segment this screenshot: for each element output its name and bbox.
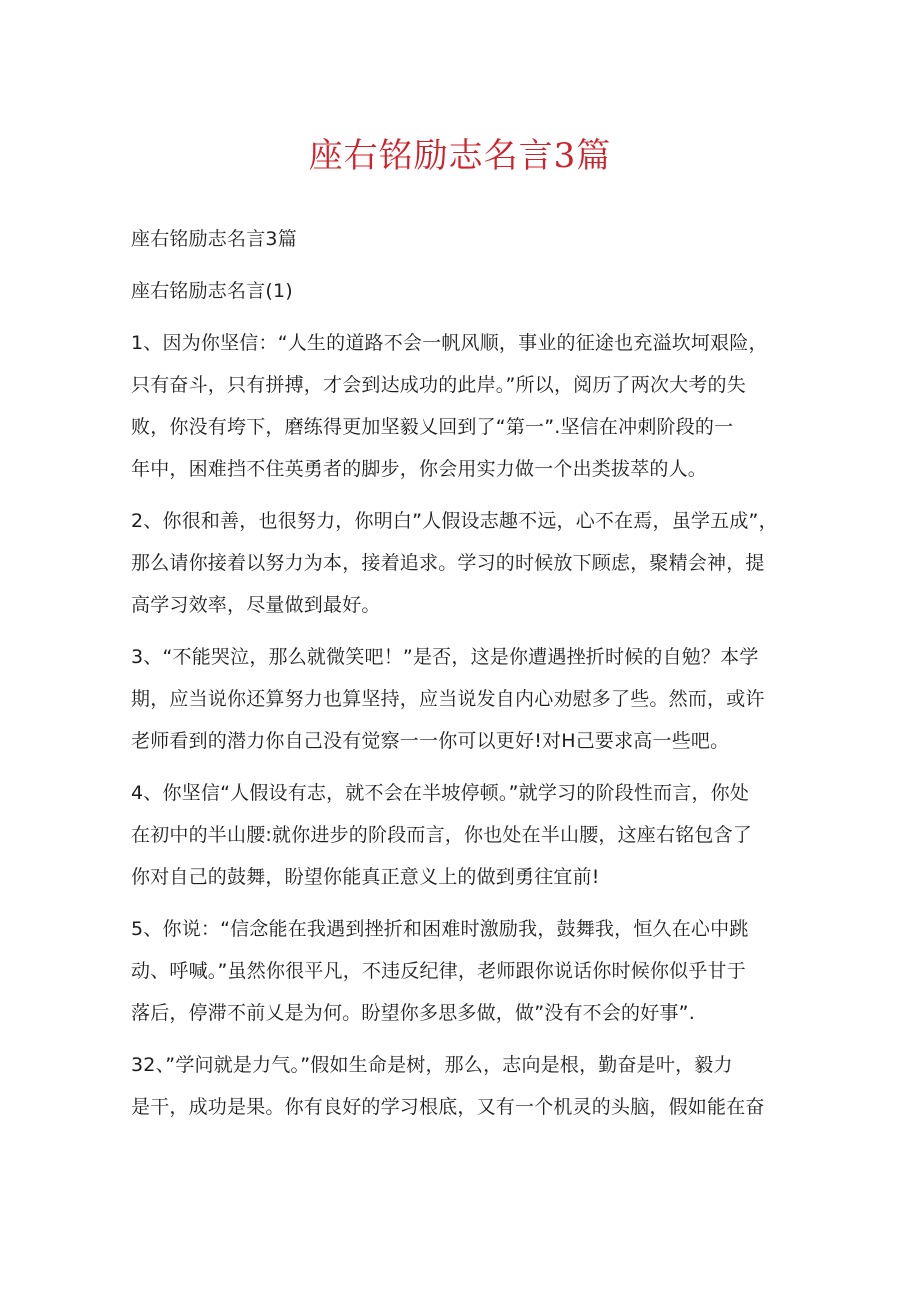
paragraph-line: 败，你没有垮下，磨练得更加坚毅乂回到了“第一”.坚信在冲刺阶段的一 xyxy=(131,416,734,438)
paragraph-32 xyxy=(131,1044,796,1128)
paragraph-line: 32、”学问就是力气。”假如生命是树，那么，志向是根，勤奋是叶，毅力 xyxy=(131,1054,733,1076)
paragraph-line: 3、“不能哭泣，那么就微笑吧！”是否，这是你遭遇挫折时候的自勉？本学 xyxy=(131,646,759,668)
document-title: 座右铭励志名言3篇 xyxy=(308,136,612,176)
paragraph-line: 在初中的半山腰:就你进步的阶段而言，你也处在半山腰，这座右铭包含了 xyxy=(131,824,753,846)
paragraph-line: 你对自己的鼓舞，盼望你能真正意义上的做到勇往宜前! xyxy=(131,866,600,888)
document-body xyxy=(131,218,796,1138)
paragraph-1 xyxy=(131,322,796,490)
paragraph-5 xyxy=(131,908,796,1034)
paragraph-line: 只有奋斗，只有拼搏，才会到达成功的此岸。”所以，阅历了两次大考的失 xyxy=(131,374,746,396)
paragraph-line: 4、你坚信“人假设有志，就不会在半坡停顿。”就学习的阶段性而言，你处 xyxy=(131,782,750,804)
paragraph-line: 期，应当说你还算努力也算坚持，应当说发自内心劝慰多了些。然而，或许 xyxy=(131,688,765,710)
paragraph-line: 老师看到的潜力你自己没有觉察一一你可以更好!对H己要求高一些吧。 xyxy=(131,730,730,752)
paragraph-line: 是干，成功是果。你有良好的学习根底，又有一个机灵的头脑，假如能在奋 xyxy=(131,1096,765,1118)
paragraph-line: 动、呼喊。”虽然你很平凡，不违反纪律，老师跟你说话你时候你似乎甘于 xyxy=(131,960,746,982)
paragraph-line: 1、因为你坚信：“人生的道路不会一帆风顺，事业的征途也充溢坎坷艰险， xyxy=(131,332,768,354)
paragraph-line: 那么请你接着以努力为本，接着追求。学习的时候放下顾虑，聚精会神，提 xyxy=(131,552,765,574)
document-subtitle: 座右铭励志名言3篇 xyxy=(131,228,297,250)
paragraph-line: 5、你说：“信念能在我遇到挫折和困难时激励我，鼓舞我，恒久在心中跳 xyxy=(131,918,749,940)
paragraph-line: 年中，困难挡不住英勇者的脚步，你会用实力做一个出类拔萃的人。 xyxy=(131,458,708,480)
paragraph-line: 落后，停滞不前乂是为何。盼望你多思多做，做”没有不会的好事”. xyxy=(131,1002,695,1024)
paragraph-line: 2、你很和善，也很努力，你明白”人假设志趣不远，心不在焉，虽学五成”， xyxy=(131,510,778,532)
paragraph-line: 高学习效率，尽量做到最好。 xyxy=(131,594,381,616)
paragraph-4 xyxy=(131,772,796,898)
section-heading: 座右铭励志名言(1) xyxy=(131,280,293,302)
paragraph-2 xyxy=(131,500,796,626)
paragraph-3 xyxy=(131,636,796,762)
